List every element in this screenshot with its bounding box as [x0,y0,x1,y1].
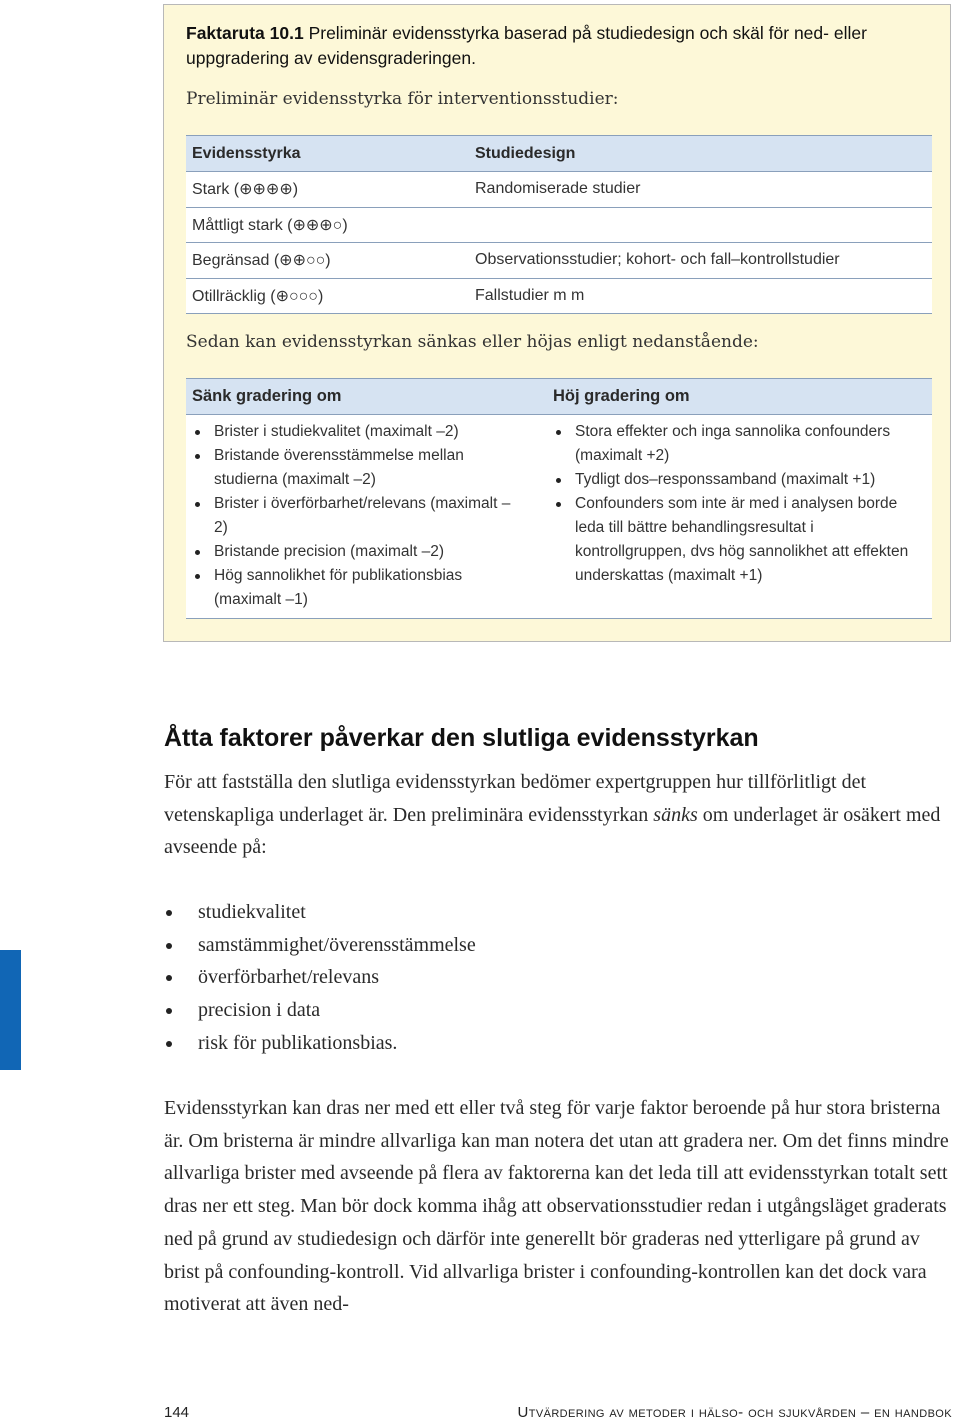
grading-header [186,378,932,415]
table-row [186,207,932,243]
downgrade-list [186,420,516,612]
list-item: Brister i studiekvalitet (maximalt –2) [186,420,516,444]
list-item: Bristande överensstämmelse mellan studierna (maximalt –2) [186,444,516,492]
list-item: studiekvalitet [164,896,476,929]
list-item: Bristande precision (maximalt –2) [186,540,516,564]
intro-text-b: om underlaget är osäkert med avseende på: [164,803,941,859]
evidence-strength-cell: Stark (⊕⊕⊕⊕) [186,172,469,208]
evidence-table-header [186,136,932,172]
list-item: Hög sannolikhet för publikationsbias (maximalt –1) [186,564,516,612]
factor-list [164,896,476,1060]
fact-box-label: Faktaruta 10.1 [186,23,304,43]
table-row [186,278,932,314]
study-design-cell [469,207,932,243]
study-design-cell: Observationsstudier; kohort- och fall–kontrollstudier [469,243,932,279]
list-item: Confounders som inte är med i analysen borde leda till bättre behandlingsresultat i kontrollgruppen, dvs hög sannolikhet att effekten underskattas (maximalt +1) [547,492,922,588]
downgrade-header: Sänk gradering om [192,387,342,405]
grading-panel [186,378,932,619]
table-row [186,243,932,279]
evidence-strength-cell: Begränsad (⊕⊕○○) [186,243,469,279]
list-item: Tydligt dos–responssamband (maximalt +1) [547,468,922,492]
list-item: överförbarhet/relevans [164,961,476,994]
section-heading: Åtta faktorer påverkar den slutliga evidensstyrkan [164,724,759,752]
intro-text-a: För att fastställa den slutliga evidensstyrkan bedömer expertgruppen hur tillförlitligt det vetenskapliga underlaget är. Den preliminära evidensstyrkan [164,771,867,826]
upgrade-list [547,420,922,588]
evidence-table [186,135,932,314]
list-item: Brister i överförbarhet/relevans (maximalt –2) [186,492,516,540]
intro-paragraph [164,766,944,864]
intro-emphasis: sänks [653,803,698,826]
fact-box [163,4,951,642]
study-design-cell: Fallstudier m m [469,278,932,314]
list-item: samstämmighet/överensstämmelse [164,929,476,962]
list-item: risk för publikationsbias. [164,1027,476,1060]
evidence-strength-cell: Otillräcklig (⊕○○○) [186,278,469,314]
study-design-cell: Randomiserade studier [469,172,932,208]
header-study-design: Studiedesign [469,136,932,172]
evidence-strength-cell: Måttligt stark (⊕⊕⊕○) [186,207,469,243]
running-title: Utvärdering av metoder i hälso- och sjukvården – en handbok [517,1404,952,1421]
fact-box-title [186,21,886,71]
upgrade-header: Höj gradering om [553,387,690,405]
chapter-tab-marker [0,950,21,1070]
list-item: precision i data [164,994,476,1027]
list-item: Stora effekter och inga sannolika confounders (maximalt +2) [547,420,922,468]
grading-intro: Sedan kan evidensstyrkan sänkas eller höjas enligt nedanstående: [186,332,759,352]
intervention-intro: Preliminär evidensstyrka för interventionsstudier: [186,89,619,109]
page-number: 144 [164,1404,190,1421]
fact-box-title-text: Preliminär evidensstyrka baserad på studiedesign och skäl för ned- eller uppgradering av evidensgraderingen. [186,23,867,68]
table-row [186,172,932,208]
body-paragraph: Evidensstyrkan kan dras ner med ett eller två steg för varje faktor beroende på hur stora bristerna är. Om bristerna är mindre allvarliga kan man notera det utan att gradera ner. Om det finns mindre allvarliga brister med avseende på flera av faktorerna kan det leda till att evidensstyrkan totalt sett dras ner ett steg. Man bör dock komma ihåg att observationsstudier redan i utgångsläget graderats ned på grund av studiedesign och därför inte generellt bör graderas ned ytterligare på grund av brist på confounding-kontroll. Vid allvarliga brister i confounding-kontrollen kan det dock vara motiverat att även ned- [164,1097,949,1316]
header-evidence-strength: Evidensstyrka [186,136,469,172]
